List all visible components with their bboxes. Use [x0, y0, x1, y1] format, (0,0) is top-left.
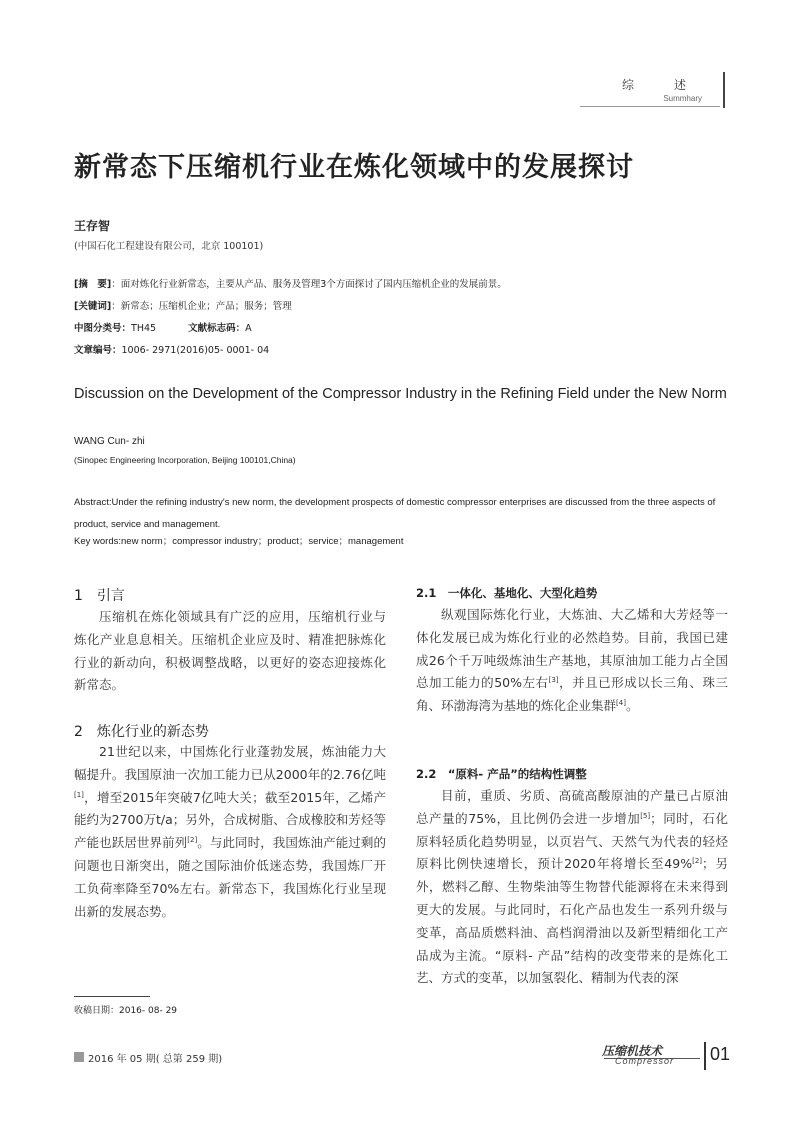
- article-no-label: 文章编号：: [74, 345, 122, 356]
- article-number-line: [74, 342, 269, 356]
- abstract-label: [摘 要]: [74, 279, 112, 290]
- doc-code-label: 文献标志码：: [188, 323, 246, 334]
- english-author: WANG Cun- zhi: [74, 436, 145, 447]
- english-abstract: [74, 492, 734, 536]
- abstract-text: ：面对炼化行业新常态，主要从产品、服务及管理3个方面探讨了国内压缩机企业的发展前景。: [111, 279, 507, 290]
- english-keywords-label: Key words:: [74, 536, 121, 547]
- abstract-cn: [74, 276, 507, 290]
- header-bar: [723, 72, 725, 108]
- english-keywords: [74, 533, 403, 547]
- author-name: 王存智: [74, 219, 111, 233]
- citation: [3]: [548, 676, 559, 685]
- issue-info: 2016 年 05 期( 总第 259 期): [88, 1054, 223, 1065]
- text-run: 。: [625, 698, 639, 714]
- citation: [2]: [187, 836, 198, 845]
- footer-bar: [704, 1042, 706, 1070]
- text-run: 目前，重质、劣质、高硫高酸原油的产量已占原油总产量的75%，且比例仍会进一步增加: [416, 788, 728, 826]
- page-number: 01: [710, 1044, 731, 1064]
- doc-code-value: A: [245, 323, 252, 334]
- classification-line: [74, 320, 252, 334]
- text-run: 。与此同时，我国炼油产能过剩的问题也日渐突出，随之国际油价低迷态势，我国炼厂开工负荷率降至70%左右。新常态下，我国炼化行业呈现出新的发展态势。: [74, 835, 386, 919]
- article-no-value: 1006- 2971(2016)05- 0001- 04: [121, 345, 270, 356]
- section-2-2-heading: 2.2 “原料- 产品”的结构性调整: [416, 767, 587, 781]
- clc-value: TH45: [131, 323, 157, 334]
- english-keywords-text: new norm；compressor industry；product；service；management: [121, 536, 404, 547]
- keywords-label: [关键词]: [74, 301, 112, 312]
- text-run: ，并且已形成以长三角、珠三角、环渤海湾为基地的炼化企业集群: [416, 675, 728, 714]
- english-affiliation: (Sinopec Engineering Incorporation, Beijing 100101,China): [74, 455, 296, 465]
- text-run: ；同时，石化原料轻质化趋势明显，以页岩气、天然气为代表的轻烃原料比例快速增长，预计2020年将增长至49%: [416, 810, 728, 872]
- received-date: 收稿日期：2016- 08- 29: [74, 1006, 178, 1016]
- journal-logo-en: Compressor: [615, 1056, 675, 1066]
- text-run: 纵观国际炼化行业，大炼油、大乙烯和大芳烃等一体化发展已成为炼化行业的必然趋势。目前，我国已建成26个千万吨级炼油生产基地，其原油加工能力占全国总加工能力的50%左右: [416, 607, 728, 691]
- citation: [4]: [616, 699, 626, 708]
- section-2-1-paragraph: [416, 604, 728, 718]
- english-abstract-text: Under the refining industry's new norm, the development prospects of domestic compressor enterprises are discussed from the three aspects of product, service and management.: [74, 497, 716, 530]
- section-1-heading: 1 引言: [74, 588, 125, 604]
- footer-square-icon: [74, 1052, 84, 1062]
- citation: [2]: [692, 857, 703, 866]
- english-abstract-label: Abstract:: [74, 497, 112, 508]
- section-2-heading: 2 炼化行业的新态势: [74, 724, 209, 740]
- text-run: 21世纪以来，中国炼化行业蓬勃发展，炼油能力大幅提升。我国原油一次加工能力已从2000年的2.76亿吨: [74, 744, 386, 782]
- article-title: 新常态下压缩机行业在炼化领域中的发展探讨: [74, 152, 634, 183]
- header-rule: [580, 106, 720, 107]
- journal-logo-cn: 压缩机技术: [602, 1044, 663, 1058]
- keywords-text: ：新常态；压缩机企业；产品；服务；管理: [111, 301, 292, 312]
- section-2-1-heading: 2.1 一体化、基地化、大型化趋势: [416, 586, 598, 600]
- footnote-rule: [74, 996, 150, 997]
- section-tag: 综 述: [621, 78, 700, 92]
- section-tag-en: Summhary: [663, 94, 702, 103]
- clc-label: 中图分类号：: [74, 323, 132, 334]
- section-2-2-paragraph: [416, 785, 728, 990]
- citation: [5]: [640, 811, 651, 820]
- author-affiliation: (中国石化工程建设有限公司，北京 100101): [74, 241, 264, 252]
- english-title: Discussion on the Development of the Compressor Industry in the Refining Field under the New Norm: [74, 386, 727, 402]
- text-run: ；另外，燃料乙醇、生物柴油等生物替代能源将在未来得到更大的发展。与此同时，石化产品也发生一系列升级与变革，高品质燃料油、高档润滑油以及新型精细化工产品成为主流。“原料- 产品”结构的改变带来的是炼化工艺、方式的变革，以加氢裂化、精制为代表的深: [416, 856, 728, 986]
- citation: [1]: [74, 790, 84, 799]
- keywords-cn: [74, 298, 292, 312]
- section-2-paragraph: [74, 741, 386, 923]
- text-run: ，增至2015年突破7亿吨大关；截至2015年，乙烯产能约为2700万t/a；另外，合成树脂、合成橡胶和芳烃等产能也跃居世界前列: [74, 789, 386, 851]
- section-1-paragraph: 压缩机在炼化领域具有广泛的应用，压缩机行业与炼化产业息息相关。压缩机企业应及时、精准把脉炼化行业的新动向，积极调整战略，以更好的姿态迎接炼化新常态。: [74, 609, 386, 693]
